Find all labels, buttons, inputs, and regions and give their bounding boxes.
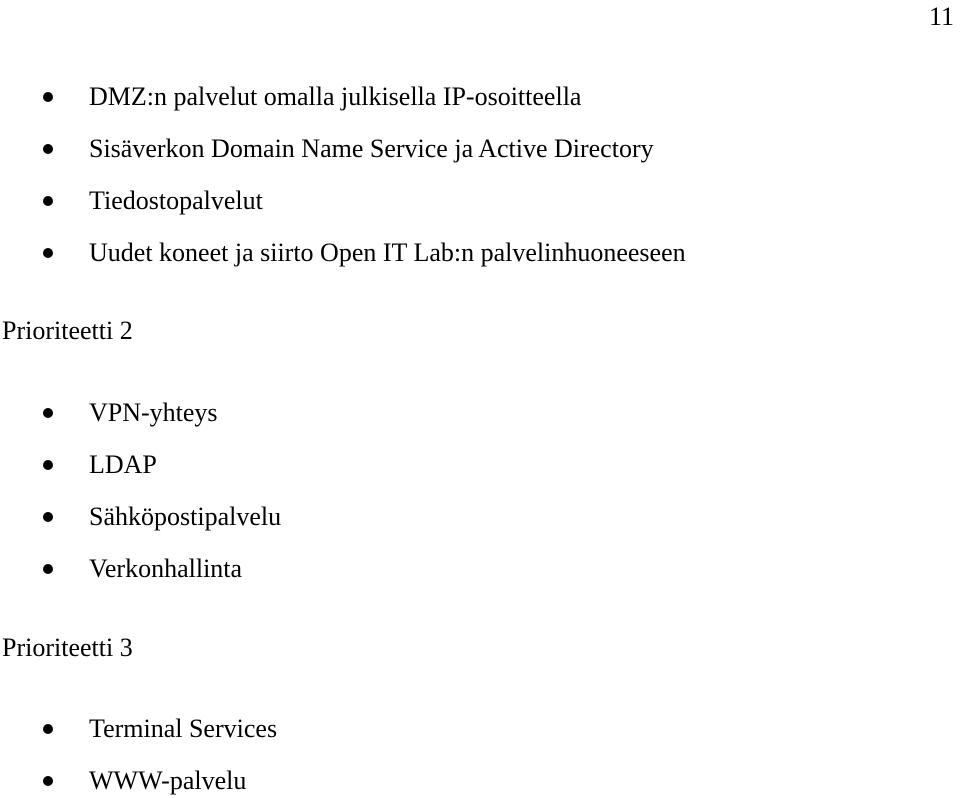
- list-item-text: Verkonhallinta: [89, 554, 243, 583]
- bullet-icon: [43, 512, 53, 522]
- list-item-text: LDAP: [89, 450, 157, 479]
- list-item-text: Terminal Services: [89, 714, 278, 743]
- bullet-icon: [43, 92, 53, 102]
- list-item-text: Sisäverkon Domain Name Service ja Active Directory: [89, 134, 654, 163]
- bullet-icon: [43, 408, 53, 418]
- bullet-icon: [43, 248, 53, 258]
- section-heading-priority-3: Prioriteetti 3: [2, 633, 133, 662]
- bullet-icon: [43, 144, 53, 154]
- bullet-icon: [43, 776, 53, 786]
- bullet-icon: [43, 724, 53, 734]
- list-item-text: DMZ:n palvelut omalla julkisella IP-osoitteella: [89, 82, 582, 111]
- list-item-text: WWW-palvelu: [89, 766, 247, 795]
- list-item-text: Uudet koneet ja siirto Open IT Lab:n palvelinhuoneeseen: [89, 238, 686, 267]
- list-item-text: VPN-yhteys: [89, 398, 218, 427]
- bullet-icon: [43, 460, 53, 470]
- bullet-icon: [43, 564, 53, 574]
- list-item-text: Tiedostopalvelut: [89, 186, 263, 215]
- bullet-icon: [43, 196, 53, 206]
- list-item-text: Sähköpostipalvelu: [89, 502, 282, 531]
- section-heading-priority-2: Prioriteetti 2: [2, 316, 133, 345]
- page-number: 11: [928, 2, 954, 31]
